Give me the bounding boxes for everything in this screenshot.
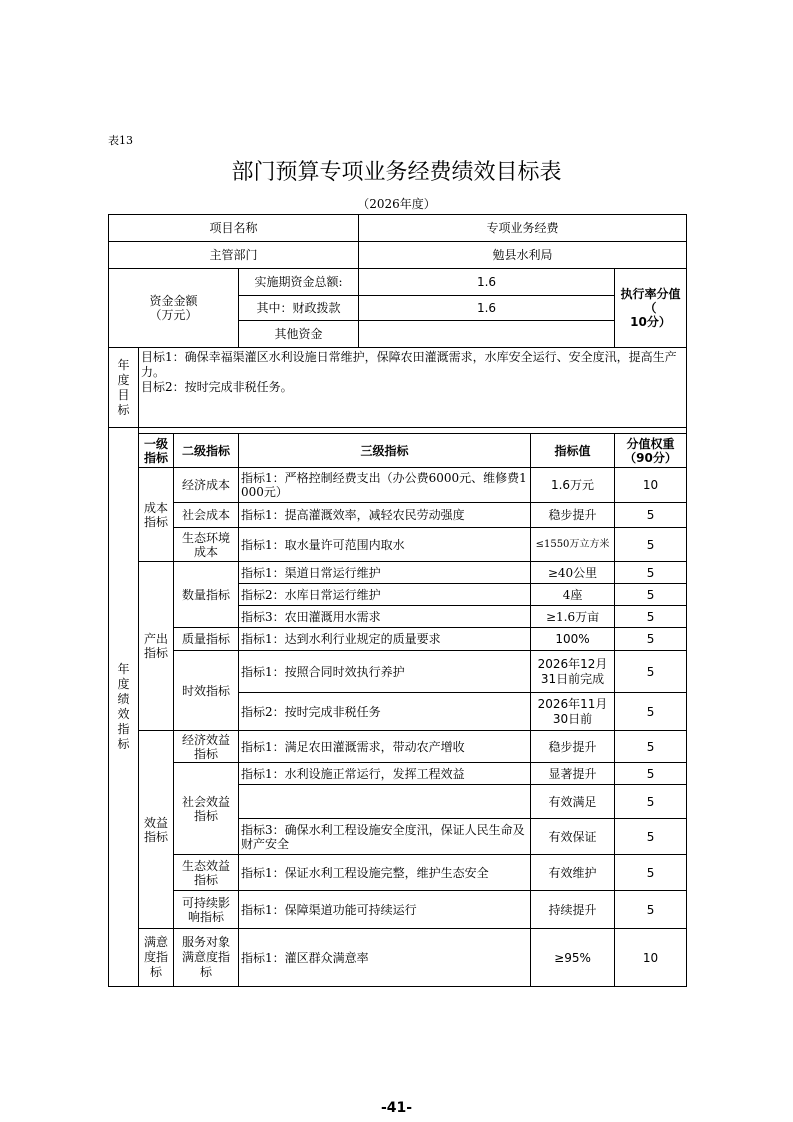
performance-table [108,214,687,987]
project-name-row [109,215,687,242]
sub-quality: 质量指标 [174,628,239,651]
sub-timeliness: 时效指标 [174,651,239,731]
indicator-value: 稳步提升 [531,503,615,528]
header-level2: 二级指标 [174,434,239,468]
table-row [109,891,687,929]
indicator-value: 100% [531,628,615,651]
l3-indicator: 指标1：提高灌溉效率，减轻农民劳动强度 [239,503,531,528]
indicator-weight: 10 [615,468,687,503]
header-weight: 分值权重 （90分） [615,434,687,468]
l3-indicator: 指标1：达到水利行业规定的质量要求 [239,628,531,651]
funds-total-label: 实施期资金总额: [239,269,359,296]
indicator-weight: 5 [615,855,687,891]
indicator-weight: 5 [615,731,687,763]
indicator-weight: 5 [615,819,687,855]
indicator-weight: 5 [615,528,687,562]
sub-economic-cost: 经济成本 [174,468,239,503]
project-name-value: 专项业务经费 [359,215,687,242]
project-name-label: 项目名称 [109,215,359,242]
indicator-value: ≥95% [531,929,615,987]
l3-indicator [239,785,531,819]
department-row [109,242,687,269]
indicator-weight: 5 [615,763,687,785]
l3-indicator: 指标1：保障渠道功能可持续运行 [239,891,531,929]
indicator-weight: 5 [615,606,687,628]
indicator-value: 1.6万元 [531,468,615,503]
l3-indicator: 指标1：按照合同时效执行养护 [239,651,531,693]
indicator-weight: 5 [615,693,687,731]
indicator-header-row [109,434,687,468]
indicator-value: 有效满足 [531,785,615,819]
table-row [109,731,687,763]
l3-indicator: 指标1：满足农田灌溉需求，带动农产增收 [239,731,531,763]
header-level3: 三级指标 [239,434,531,468]
annual-goal-label: 年 度 目 标 [109,348,139,428]
header-level1: 一级 指标 [139,434,174,468]
performance-side-label: 年 度 绩 效 指 标 [109,428,139,987]
l3-indicator: 指标1：水利设施正常运行，发挥工程效益 [239,763,531,785]
sub-social-cost: 社会成本 [174,503,239,528]
sub-sustainable: 可持续影 响指标 [174,891,239,929]
group-output: 产出 指标 [139,562,174,731]
funds-fiscal-label: 其中：财政拨款 [239,296,359,321]
table-row [109,763,687,785]
funds-other-label: 其他资金 [239,321,359,348]
indicator-value: ≤1550万立方米 [531,528,615,562]
indicator-weight: 5 [615,562,687,584]
exec-rate-label: 执行率分值（ 10分） [615,269,687,348]
l3-indicator: 指标1：灌区群众满意率 [239,929,531,987]
indicator-value: 4座 [531,584,615,606]
sub-social-benefit: 社会效益 指标 [174,763,239,855]
table-row [109,562,687,584]
year-subtitle: （2026年度） [357,197,436,211]
group-satisfaction: 满意 度指 标 [139,929,174,987]
table-row [109,929,687,987]
indicator-value: 有效维护 [531,855,615,891]
funds-total-row [109,269,687,296]
sub-service-satisfaction: 服务对象 满意度指 标 [174,929,239,987]
funds-other-value [359,321,615,348]
funds-fiscal-value: 1.6 [359,296,615,321]
indicator-weight: 5 [615,785,687,819]
l3-indicator: 指标1：渠道日常运行维护 [239,562,531,584]
page-number: -41- [380,1100,413,1116]
table-row [109,468,687,503]
department-value: 勉县水利局 [359,242,687,269]
indicator-value: 2026年12月 31日前完成 [531,651,615,693]
group-cost: 成本 指标 [139,468,174,562]
l3-indicator: 指标3：确保水利工程设施安全度汛，保证人民生命及财产安全 [239,819,531,855]
indicator-weight: 5 [615,891,687,929]
department-label: 主管部门 [109,242,359,269]
indicator-weight: 5 [615,584,687,606]
indicator-weight: 5 [615,651,687,693]
l3-indicator: 指标1：严格控制经费支出（办公费6000元、维修费1000元） [239,468,531,503]
indicator-value: 2026年11月 30日前 [531,693,615,731]
annual-goal-row [109,348,687,428]
annual-goal-text: 目标1：确保幸福渠灌区水利设施日常维护，保障农田灌溉需求，水库安全运行、安全度汛，提高生产力。 目标2：按时完成非税任务。 [139,348,687,428]
indicator-weight: 10 [615,929,687,987]
indicator-weight: 5 [615,503,687,528]
l3-indicator: 指标1：保证水利工程设施完整，维护生态安全 [239,855,531,891]
table-label: 表13 [108,134,133,147]
table-row [109,503,687,528]
table-row [109,855,687,891]
page-title: 部门预算专项业务经费绩效目标表 [231,160,562,185]
sub-eco-cost: 生态环境 成本 [174,528,239,562]
sub-eco-benefit: 生态效益 指标 [174,855,239,891]
indicator-value: 有效保证 [531,819,615,855]
indicator-value: 持续提升 [531,891,615,929]
l3-indicator: 指标3：农田灌溉用水需求 [239,606,531,628]
sub-quantity: 数量指标 [174,562,239,628]
header-value: 指标值 [531,434,615,468]
group-benefit: 效益 指标 [139,731,174,929]
indicator-value: 显著提升 [531,763,615,785]
table-row [109,528,687,562]
indicator-value: ≥40公里 [531,562,615,584]
l3-indicator: 指标2：水库日常运行维护 [239,584,531,606]
sub-economic-benefit: 经济效益 指标 [174,731,239,763]
funds-label: 资金金额 （万元） [109,269,239,348]
table-row [109,651,687,693]
indicator-value: ≥1.6万亩 [531,606,615,628]
table-row [109,628,687,651]
l3-indicator: 指标2：按时完成非税任务 [239,693,531,731]
l3-indicator: 指标1：取水量许可范围内取水 [239,528,531,562]
funds-total-value: 1.6 [359,269,615,296]
indicator-value: 稳步提升 [531,731,615,763]
indicator-weight: 5 [615,628,687,651]
